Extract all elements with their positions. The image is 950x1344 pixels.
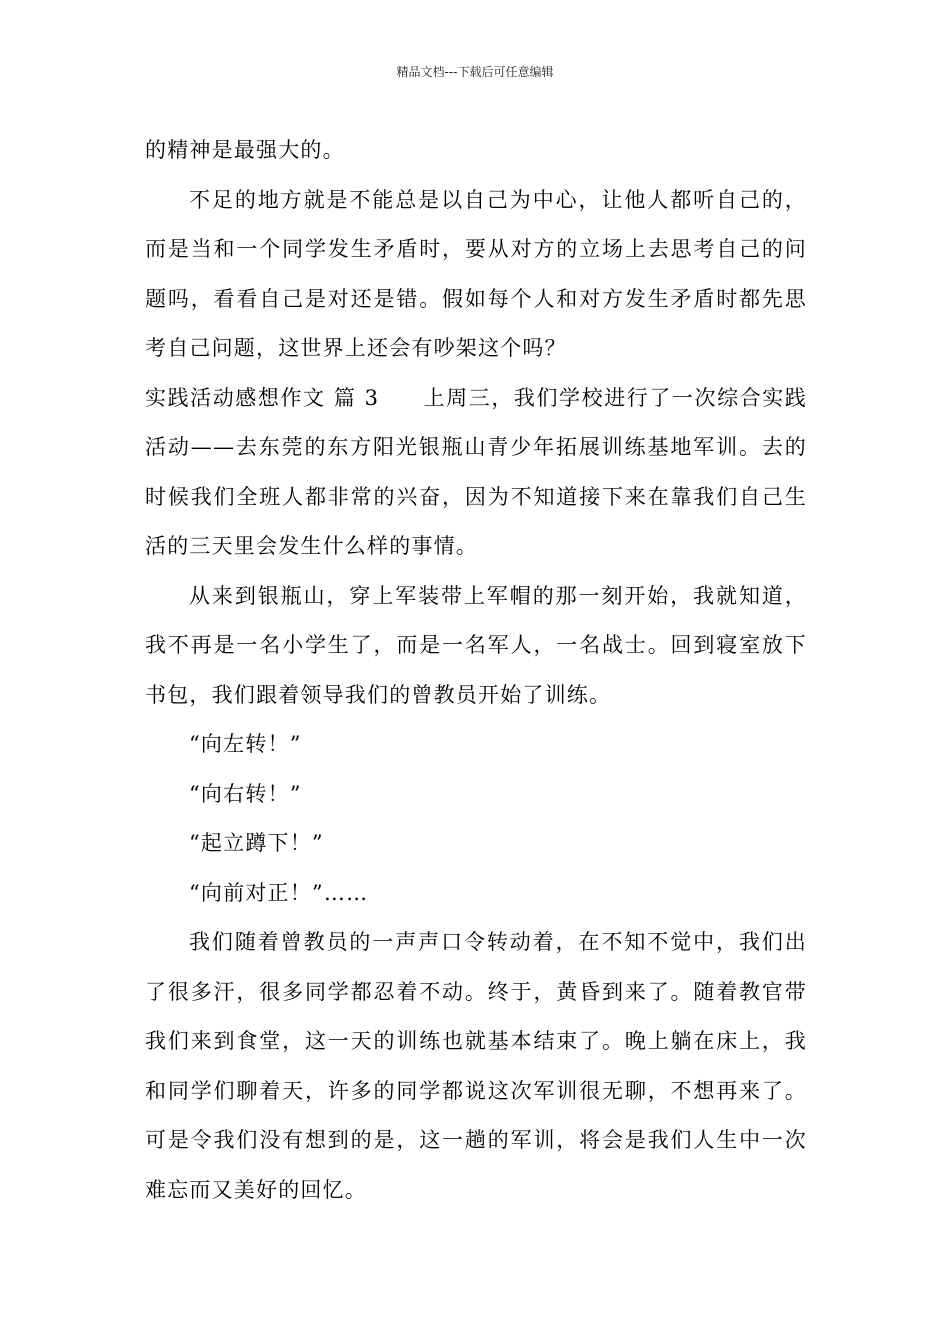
paragraph-continuation: 的精神是最强大的。 <box>145 138 345 162</box>
command-align-front: “向前对正！”…… <box>189 880 369 905</box>
paragraph-training-day: 我们随着曾教员的一声声口令转动着，在不知不觉中，我们出了很多汗，很多同学都忍着不动。终于，黄昏到来了。随着教官带我们来到食堂，这一天的训练也就基本结束了。晚上躺在床上，我和同学们聊着天，许多的同学都说这次军训很无聊，不想再来了。可是令我们没有想到的是，这一趟的军训，将会是我们人生中一次难忘而又美好的回忆。 <box>145 930 807 1202</box>
document-body <box>145 126 807 1215</box>
command-turn-right: “向右转！” <box>189 781 302 806</box>
command-stand-squat: “起立蹲下！” <box>189 831 324 855</box>
paragraph-arrival: 从来到银瓶山，穿上军装带上军帽的那一刻开始，我就知道，我不再是一名小学生了，而是一名军人，一名战士。回到寝室放下书包，我们跟着领导我们的曾教员开始了训练。 <box>145 583 807 707</box>
paragraph-shortcomings: 不足的地方就是不能总是以自己为中心，让他人都听自己的，而是当和一个同学发生矛盾时，要从对方的立场上去思考自己的问题吗，看看自己是对还是错。假如每个人和对方发生矛盾时都先思考自己问题，这世界上还会有吵架这个吗？ <box>145 187 807 360</box>
command-turn-left: “向左转！” <box>189 732 302 756</box>
page-header: 精品文档---下载后可任意编辑 <box>396 65 554 79</box>
essay-title: 实践活动感想作文 篇 3 <box>145 385 380 410</box>
paragraph-essay-3 <box>145 374 807 572</box>
essay-intro: 上周三，我们学校进行了一次综合实践活动——去东莞的东方阳光银瓶山青少年拓展训练基地军训。去的时候我们全班人都非常的兴奋，因为不知道接下来在靠我们自己生活的三天里会发生什么样的事情。 <box>145 385 807 558</box>
